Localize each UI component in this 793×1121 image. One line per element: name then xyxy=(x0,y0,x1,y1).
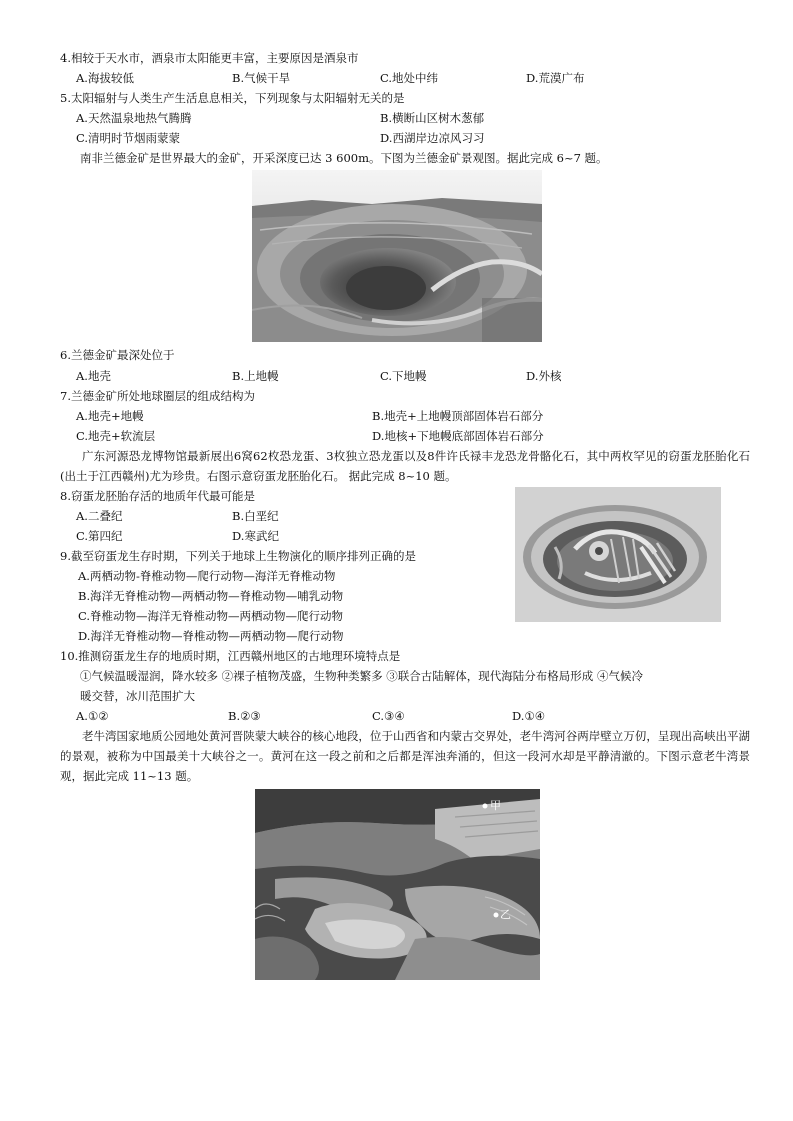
q10-option-b: B.②③ xyxy=(228,709,261,723)
q9-option-b: B.海洋无脊椎动物—两栖动物—脊椎动物—哺乳动物 xyxy=(78,589,344,603)
q8-option-c: C.第四纪 xyxy=(76,529,123,543)
q9-option-c: C.脊椎动物—海洋无脊椎动物—两栖动物—爬行动物 xyxy=(78,609,344,623)
q10-statements-line1: ①气候温暖湿润，降水较多 ②裸子植物茂盛，生物种类繁多 ③联合古陆解体，现代海陆分布格局形成 ④气候冷 xyxy=(80,669,643,683)
q8-option-a: A.二叠纪 xyxy=(76,509,123,523)
q7-option-c: C.地壳+软流层 xyxy=(76,429,156,443)
point-jia-marker xyxy=(483,804,488,809)
gold-mine-photo xyxy=(252,170,542,342)
q5-option-d: D.西湖岸边凉风习习 xyxy=(380,131,485,145)
point-jia-label: 甲 xyxy=(490,799,501,812)
q10-stem: 10.推测窃蛋龙生存的地质时期，江西赣州地区的古地理环境特点是 xyxy=(60,649,401,663)
q9-option-d: D.海洋无脊椎动物—脊椎动物—两栖动物—爬行动物 xyxy=(78,629,344,643)
q8-option-b: B.白垩纪 xyxy=(232,509,279,523)
q8-stem: 8.窃蛋龙胚胎存活的地质年代最可能是 xyxy=(60,489,255,503)
q4-option-c: C.地处中纬 xyxy=(380,71,439,85)
q10-option-c: C.③④ xyxy=(372,709,405,723)
laoniuwan-landscape-photo xyxy=(255,789,540,980)
q10-option-a: A.①② xyxy=(76,709,109,723)
q5-option-a: A.天然温泉地热气腾腾 xyxy=(76,111,192,125)
q4-option-d: D.荒漠广布 xyxy=(526,71,585,85)
q6-option-d: D.外核 xyxy=(526,369,562,383)
q4-option-b: B.气候干旱 xyxy=(232,71,291,85)
intro-11-13: 老牛湾国家地质公园地处黄河晋陕蒙大峡谷的核心地段，位于山西省和内蒙古交界处，老牛湾河谷两岸壁立万仞，呈现出高峡出平湖的景观，被称为中国最美十大峡谷之一。黄河在这一段之前和之后都是浑浊奔涌的，但这一段河水却是平静清澈的。下图示意老牛湾景观，据此完成 11~13 题。 xyxy=(60,729,750,783)
q10-option-d: D.①④ xyxy=(512,709,546,723)
point-yi-marker xyxy=(494,913,499,918)
intro-6-7: 南非兰德金矿是世界最大的金矿，开采深度已达 3 600m。下图为兰德金矿景观图。据此完成 6~7 题。 xyxy=(80,151,608,165)
point-yi-label: 乙 xyxy=(500,908,511,921)
q9-stem: 9.截至窃蛋龙生存时期，下列关于地球上生物演化的顺序排列正确的是 xyxy=(60,549,416,563)
q10-statements-line2: 暖交替，冰川范围扩大 xyxy=(80,689,195,703)
q8-option-d: D.寒武纪 xyxy=(232,529,279,543)
q6-option-c: C.下地幔 xyxy=(380,369,427,383)
intro-8-10: 广东河源恐龙博物馆最新展出6窝62枚恐龙蛋、3枚独立恐龙蛋以及8件许氏禄丰龙恐龙骨骼化石，其中两枚罕见的窃蛋龙胚胎化石(出土于江西赣州)尤为珍贵。右图示意窃蛋龙胚胎化石。 据此完成 8~10 题。 xyxy=(60,449,750,483)
q6-option-b: B.上地幔 xyxy=(232,369,279,383)
q5-option-c: C.清明时节烟雨蒙蒙 xyxy=(76,131,181,145)
q7-stem: 7.兰德金矿所处地球圈层的组成结构为 xyxy=(60,389,255,403)
q5-option-b: B.横断山区树木葱郁 xyxy=(380,111,485,125)
q7-option-a: A.地壳+地幔 xyxy=(76,409,144,423)
oviraptor-embryo-fossil-photo xyxy=(515,487,721,622)
q6-option-a: A.地壳 xyxy=(76,369,111,383)
q4-stem: 4.相较于天水市，酒泉市太阳能更丰富，主要原因是酒泉市 xyxy=(60,51,359,65)
q7-option-d: D.地核+下地幔底部固体岩石部分 xyxy=(372,429,544,443)
q4-option-a: A.海拔较低 xyxy=(76,71,134,85)
q5-stem: 5.太阳辐射与人类生产生活息息相关，下列现象与太阳辐射无关的是 xyxy=(60,91,405,105)
q9-option-a: A.两栖动物-脊椎动物—爬行动物—海洋无脊椎动物 xyxy=(78,569,336,583)
q7-option-b: B.地壳+上地幔顶部固体岩石部分 xyxy=(372,409,544,423)
q6-stem: 6.兰德金矿最深处位于 xyxy=(60,348,175,362)
